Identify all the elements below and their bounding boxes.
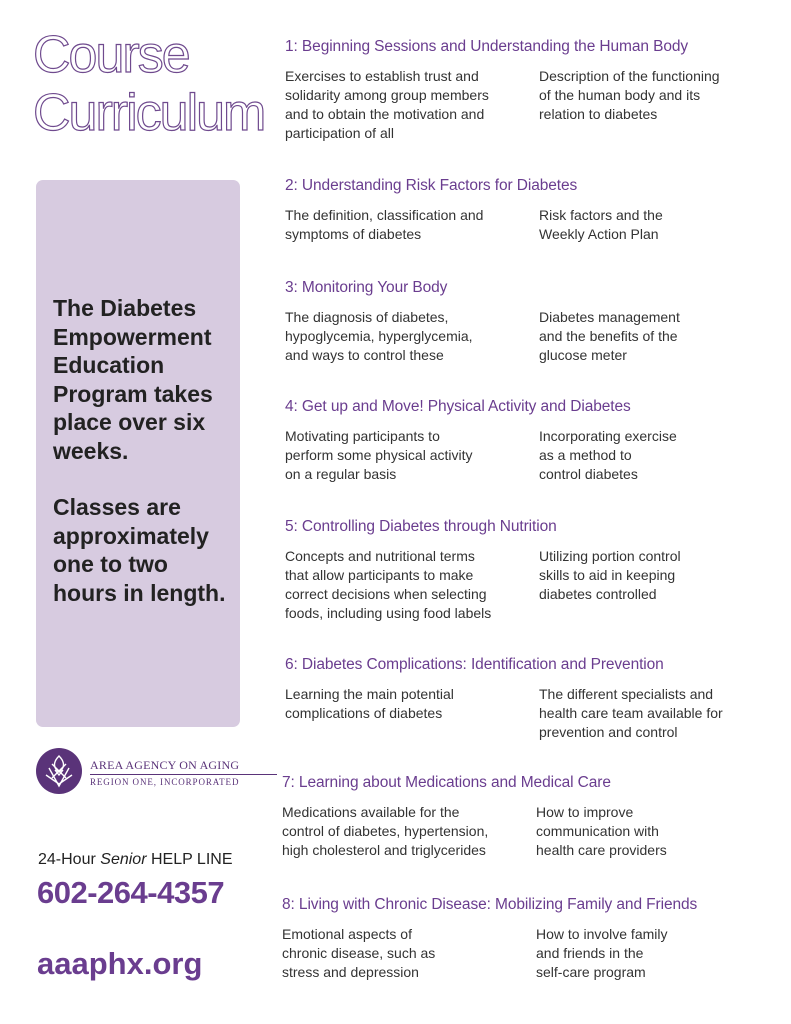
class-length-text: Classes are approximately one to two hours in length. — [53, 494, 226, 606]
session-description-left: Learning the main potential complications of diabetes — [285, 686, 454, 721]
page-title-line2: Curriculum — [33, 84, 265, 142]
session-heading: 5: Controlling Diabetes through Nutrition — [285, 518, 557, 535]
session-5 — [285, 517, 765, 621]
session-1 — [285, 37, 765, 141]
session-description-left: Motivating participants to perform some physical activity on a regular basis — [285, 428, 473, 482]
session-8 — [282, 895, 782, 980]
session-3 — [285, 278, 765, 363]
session-description-right: The different specialists and health care team available for prevention and control — [539, 686, 723, 740]
program-duration-text: The Diabetes Empowerment Education Program takes place over six weeks. — [53, 295, 213, 464]
page-title — [33, 26, 264, 142]
session-heading: 4: Get up and Move! Physical Activity and Diabetes — [285, 398, 631, 415]
session-heading: 7: Learning about Medications and Medical Care — [282, 774, 611, 791]
session-description-left: The diagnosis of diabetes, hypoglycemia, hyperglycemia, and ways to control these — [285, 309, 473, 363]
organization-subtitle: REGION ONE, INCORPORATED — [90, 777, 240, 787]
session-heading: 8: Living with Chronic Disease: Mobilizing Family and Friends — [282, 896, 698, 913]
helpline-label — [38, 851, 233, 869]
session-7 — [282, 773, 762, 858]
session-description-left: Emotional aspects of chronic disease, such as stress and depression — [282, 926, 436, 980]
session-description-left: Medications available for the control of diabetes, hypertension, high cholesterol and triglycerides — [282, 804, 489, 858]
session-2 — [285, 176, 765, 242]
session-description-right: Description of the functioning of the human body and its relation to diabetes — [539, 68, 720, 122]
helpline-prefix: 24-Hour — [38, 851, 96, 868]
session-description-right: How to improve communication with health care providers — [536, 804, 667, 858]
session-heading: 6: Diabetes Complications: Identification and Prevention — [285, 656, 664, 673]
session-description-right: How to involve family and friends in the self-care program — [536, 926, 668, 980]
session-description-right: Risk factors and the Weekly Action Plan — [539, 207, 663, 242]
website-link: aaaphx.org — [37, 946, 203, 981]
sidebar-text — [53, 294, 238, 607]
session-description-right: Incorporating exercise as a method to control diabetes — [539, 428, 677, 482]
helpline-suffix: HELP LINE — [150, 851, 233, 868]
session-heading: 1: Beginning Sessions and Understanding the Human Body — [285, 38, 689, 55]
logo-divider — [90, 774, 277, 775]
session-description-left: Exercises to establish trust and solidarity among group members and to obtain the motivation and participation of all — [285, 68, 489, 141]
organization-name: AREA AGENCY ON AGING — [90, 758, 240, 772]
session-description-left: The definition, classification and symptoms of diabetes — [285, 207, 484, 242]
session-6 — [285, 655, 765, 740]
session-4 — [285, 397, 765, 482]
page-title-line1: Course — [33, 26, 189, 84]
helpline-phone: 602-264-4357 — [37, 875, 225, 910]
session-heading: 3: Monitoring Your Body — [285, 279, 448, 296]
session-description-left: Concepts and nutritional terms that allow participants to make correct decisions when selecting foods, including using food labels — [285, 548, 492, 621]
helpline-emphasis: Senior — [100, 851, 147, 868]
knot-emblem-icon — [36, 748, 82, 794]
session-heading: 2: Understanding Risk Factors for Diabetes — [285, 177, 578, 194]
session-description-right: Utilizing portion control skills to aid in keeping diabetes controlled — [539, 548, 681, 602]
session-description-right: Diabetes management and the benefits of the glucose meter — [539, 309, 680, 363]
organization-logo — [36, 748, 251, 800]
